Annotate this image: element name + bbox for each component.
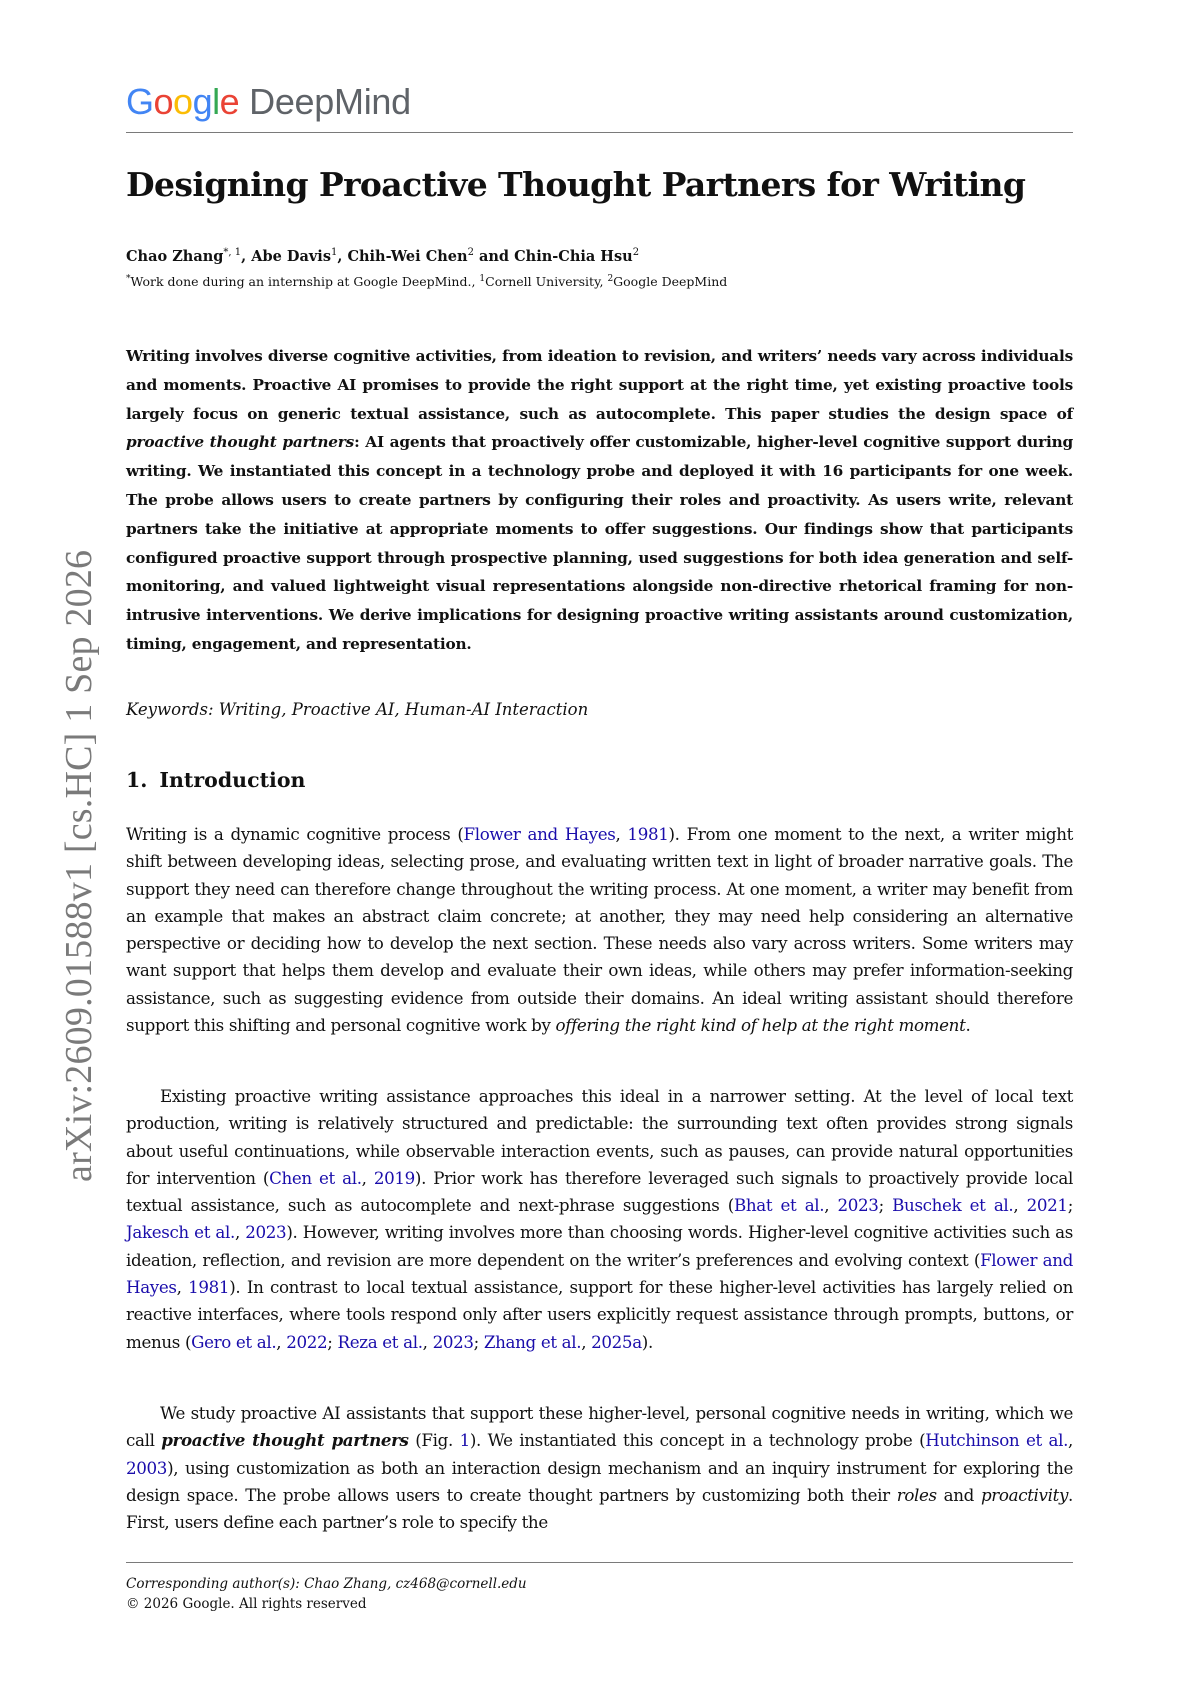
google-deepmind-logo	[126, 82, 411, 122]
body-text: ,	[581, 1331, 592, 1352]
body-text: ). Prior work has therefore leveraged such signals to proactively provide local textual assistance, such as autocomplete and next-phrase suggestions (	[126, 1167, 1073, 1216]
intro-paragraph-3	[126, 1400, 1073, 1536]
deepmind-wordmark: DeepMind	[249, 81, 411, 122]
citation-link[interactable]: Buschek et al.	[892, 1195, 1014, 1216]
body-text: Existing proactive writing assistance approaches this ideal in a narrower setting. At the level of local text production, writing is relatively structured and predictable: the surrounding text often provides strong signals about useful continuations, while observable interaction events, such as pauses, can provide natural opportunities for intervention (	[126, 1086, 1073, 1188]
google-logo-letter: e	[219, 81, 240, 122]
google-logo-letter: l	[212, 81, 220, 122]
intro-paragraph-2	[126, 1083, 1073, 1356]
citation-link[interactable]: 2022	[286, 1331, 328, 1352]
affiliation-note: Work done during an internship at Google DeepMind.,	[130, 274, 480, 290]
body-text: ). In contrast to local textual assistance, support for these higher-level activities has largely relied on reactive interfaces, where tools respond only after users explicitly request assistance through prompts, buttons, or menus (	[126, 1277, 1073, 1352]
author-separator: ,	[337, 247, 348, 265]
copyright-notice: © 2026 Google. All rights reserved	[126, 1596, 367, 1612]
section-heading	[126, 765, 305, 795]
author-affiliation-marker: 2	[467, 247, 474, 258]
section-number: 1.	[126, 768, 148, 792]
emphasis-text: offering the right kind of help at the right moment	[555, 1015, 966, 1036]
citation-link[interactable]: Flower and Hayes	[126, 1249, 1073, 1298]
body-text: ,	[276, 1331, 287, 1352]
body-text: . First, users define each partner’s role to specify the	[126, 1484, 1073, 1533]
body-text: and	[936, 1484, 981, 1505]
body-text: ;	[473, 1331, 484, 1352]
affiliation-marker: *	[126, 274, 131, 284]
body-text: ;	[878, 1195, 893, 1216]
google-logo-letter: o	[153, 81, 174, 122]
google-wordmark	[126, 82, 239, 122]
citation-link[interactable]: 2023	[432, 1331, 474, 1352]
citation-link[interactable]: 2023	[837, 1195, 879, 1216]
author-separator: and	[473, 247, 515, 265]
citation-link[interactable]: Chen et al.	[269, 1167, 362, 1188]
body-text: ,	[1068, 1430, 1074, 1451]
body-text: ,	[824, 1195, 838, 1216]
arxiv-identifier-stamp: arXiv:2609.01588v1 [cs.HC] 1 Sep 2026	[58, 549, 100, 1182]
author-affiliation-marker: *, 1	[223, 247, 242, 258]
body-text: ,	[361, 1167, 374, 1188]
body-text: ;	[327, 1331, 338, 1352]
body-text: ). We instantiated this concept in a technology probe (	[469, 1430, 926, 1451]
body-text: ). However, writing involves more than choosing words. Higher-level cognitive activities such as ideation, reflection, and revision are more dependent on the writer’s preferences and evolving context (	[126, 1222, 1073, 1270]
google-logo-letter: g	[192, 81, 213, 122]
citation-link[interactable]: Bhat et al.	[733, 1195, 825, 1216]
affiliation-google: Google DeepMind	[613, 274, 728, 290]
author-name: Chao Zhang	[126, 247, 224, 265]
body-text: ;	[1067, 1195, 1073, 1216]
keywords: Keywords: Writing, Proactive AI, Human-AI Interaction	[126, 700, 589, 719]
body-text: We study proactive AI assistants that support these higher-level, personal cognitive needs in writing, which we call	[126, 1403, 1073, 1451]
citation-link[interactable]: Hutchinson et al.	[925, 1430, 1069, 1451]
author-name: Chin-Chia Hsu	[514, 247, 633, 265]
author-separator: ,	[241, 247, 252, 265]
google-logo-letter: o	[173, 81, 193, 122]
body-text: ).	[641, 1331, 653, 1352]
citation-link[interactable]: 1	[459, 1430, 470, 1451]
abstract	[126, 342, 1073, 659]
paper-title: Designing Proactive Thought Partners for Writing	[126, 165, 1026, 204]
body-text: ,	[422, 1331, 433, 1352]
google-logo-letter: G	[126, 81, 154, 122]
body-text: .	[965, 1015, 971, 1036]
body-text: Writing is a dynamic cognitive process (	[126, 824, 464, 844]
affiliations	[126, 270, 727, 291]
citation-link[interactable]: 1981	[188, 1277, 230, 1298]
body-text: ). From one moment to the next, a writer might shift between developing ideas, selecting prose, and evaluating written text in light of broader narrative goals. The support they need can therefore change throughout the writing process. At one moment, a writer may benefit from an example that makes an abstract claim concrete; at another, they may need help considering an alternative perspective or deciding how to develop the next section. These needs also vary across writers. Some writers may want support that helps them develop and evaluate their own ideas, while others may prefer information-seeking assistance, such as suggesting evidence from outside their domains. An ideal writing assistant should therefore support this shifting and personal cognitive work by	[126, 824, 1073, 1036]
abstract-text: Writing involves diverse cognitive activities, from ideation to revision, and writers’ needs vary across individuals and moments. Proactive AI promises to provide the right support at the right time, yet existing proactive tools largely focus on generic textual assistance, such as autocomplete. This paper studies the design space of	[126, 347, 1073, 423]
body-text: ), using customization as both an interaction design mechanism and an inquiry instrument for exploring the design space. The probe allows users to create thought partners by customizing both their	[126, 1457, 1073, 1505]
citation-link[interactable]: 2021	[1026, 1195, 1068, 1216]
emphasis-text: roles	[896, 1484, 937, 1505]
body-text: ,	[1013, 1195, 1027, 1216]
body-text: (Fig.	[408, 1430, 460, 1451]
footer-rule	[126, 1562, 1073, 1563]
body-text: ,	[176, 1277, 189, 1298]
author-affiliation-marker: 1	[330, 247, 338, 258]
key-term: proactive thought partners	[161, 1430, 409, 1451]
corresponding-author: Corresponding author(s): Chao Zhang, cz468@cornell.edu	[126, 1576, 527, 1592]
citation-link[interactable]: 1981	[627, 824, 669, 844]
author-list	[126, 243, 639, 267]
citation-link[interactable]: 2019	[373, 1167, 415, 1188]
affiliation-marker: 1	[479, 274, 486, 284]
intro-paragraph-1	[126, 821, 1073, 1039]
emphasis-text: proactivity	[980, 1484, 1069, 1505]
citation-link[interactable]: Reza et al.	[337, 1331, 423, 1352]
citation-link[interactable]: Flower and Hayes	[463, 824, 616, 844]
citation-link[interactable]: Jakesch et al.	[126, 1222, 235, 1243]
author-affiliation-marker: 2	[632, 247, 640, 258]
abstract-emphasis: proactive thought partners	[126, 433, 355, 452]
abstract-text: : AI agents that proactively offer customizable, higher-level cognitive support during writing. We instantiated this concept in a technology probe and deployed it with 16 participants for one week. The probe allows users to create partners by configuring their roles and proactivity. As users write, relevant partners take the initiative at appropriate moments to offer suggestions. Our findings show that participants configured proactive support through prospective planning, used suggestions for both idea generation and self-monitoring, and valued lightweight visual representations alongside non-directive rhetorical framing for non-intrusive interventions. We derive implications for designing proactive writing assistants around customization, timing, engagement, and representation.	[126, 433, 1073, 653]
affiliation-marker: 2	[607, 274, 614, 284]
section-title: Introduction	[159, 768, 306, 792]
body-text: ,	[615, 824, 628, 844]
author-name: Chih-Wei Chen	[347, 247, 468, 265]
citation-link[interactable]: 2025a	[591, 1331, 642, 1352]
citation-link[interactable]: Gero et al.	[191, 1331, 277, 1352]
header-rule	[126, 132, 1073, 133]
affiliation-cornell: Cornell University,	[485, 274, 608, 290]
author-name: Abe Davis	[251, 247, 331, 265]
body-text: ,	[234, 1222, 246, 1243]
citation-link[interactable]: Zhang et al.	[483, 1331, 582, 1352]
citation-link[interactable]: 2003	[126, 1457, 168, 1478]
citation-link[interactable]: 2023	[245, 1222, 287, 1243]
